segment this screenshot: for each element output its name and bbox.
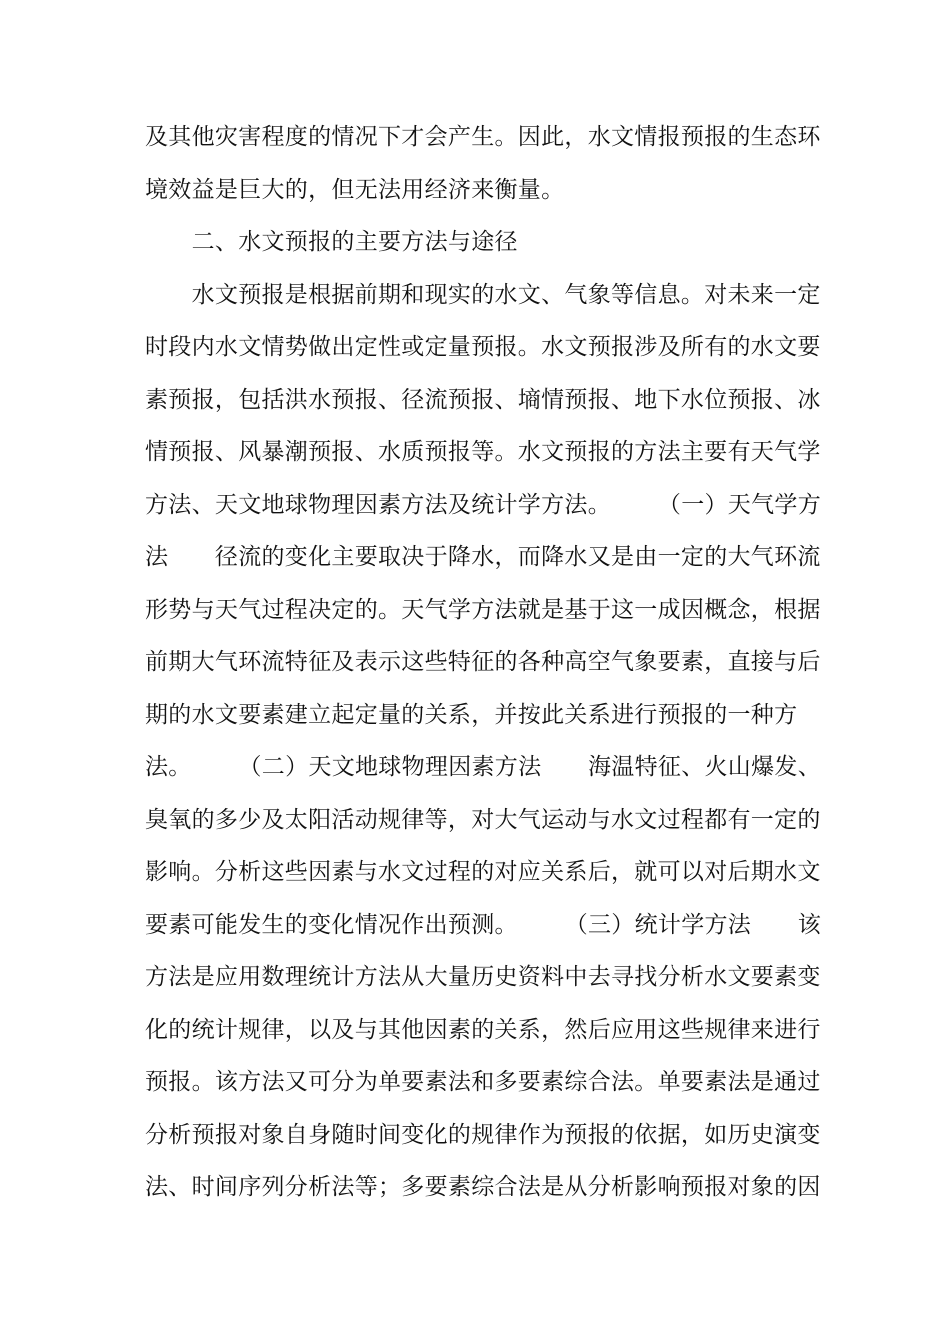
text-line: 形势与天气过程决定的。天气学方法就是基于这一成因概念，根据 — [145, 596, 821, 623]
text-line: 法 径流的变化主要取决于降水，而降水又是由一定的大气环流 — [145, 544, 821, 570]
text-line: 及其他灾害程度的情况下才会产生。因此，水文情报预报的生态环 — [145, 124, 821, 150]
text-line: 预报。该方法又可分为单要素法和多要素综合法。单要素法是通过 — [145, 1069, 821, 1095]
text-line: 法。 （二）天文地球物理因素方法 海温特征、火山爆发、 — [145, 754, 821, 780]
text-line: 素预报，包括洪水预报、径流预报、墒情预报、地下水位预报、冰 — [145, 386, 821, 413]
text-line: 方法是应用数理统计方法从大量历史资料中去寻找分析水文要素变 — [145, 964, 821, 990]
section-heading: 二、水文预报的主要方法与途径 — [145, 229, 518, 255]
text-line: 期的水文要素建立起定量的关系，并按此关系进行预报的一种方 — [145, 701, 798, 728]
text-line: 情预报、风暴潮预报、水质预报等。水文预报的方法主要有天气学 — [145, 439, 821, 465]
text-line: 臭氧的多少及太阳活动规律等，对大气运动与水文过程都有一定的 — [145, 806, 821, 833]
text-line: 化的统计规律，以及与其他因素的关系，然后应用这些规律来进行 — [145, 1016, 821, 1043]
text-line: 时段内水文情势做出定性或定量预报。水文预报涉及所有的水文要 — [145, 334, 821, 360]
text-line: 法、时间序列分析法等；多要素综合法是从分析影响预报对象的因 — [145, 1174, 821, 1200]
body-text — [145, 111, 821, 1214]
text-line: 分析预报对象自身随时间变化的规律作为预报的依据，如历史演变 — [145, 1121, 821, 1148]
text-line: 方法、天文地球物理因素方法及统计学方法。 （一）天气学方 — [145, 491, 821, 518]
text-line: 境效益是巨大的，但无法用经济来衡量。 — [145, 176, 565, 203]
text-line: 影响。分析这些因素与水文过程的对应关系后，就可以对后期水文 — [145, 859, 821, 885]
text-line: 水文预报是根据前期和现实的水文、气象等信息。对未来一定 — [145, 281, 821, 308]
text-line: 要素可能发生的变化情况作出预测。 （三）统计学方法 该 — [145, 911, 821, 938]
text-line: 前期大气环流特征及表示这些特征的各种高空气象要素，直接与后 — [145, 649, 821, 675]
